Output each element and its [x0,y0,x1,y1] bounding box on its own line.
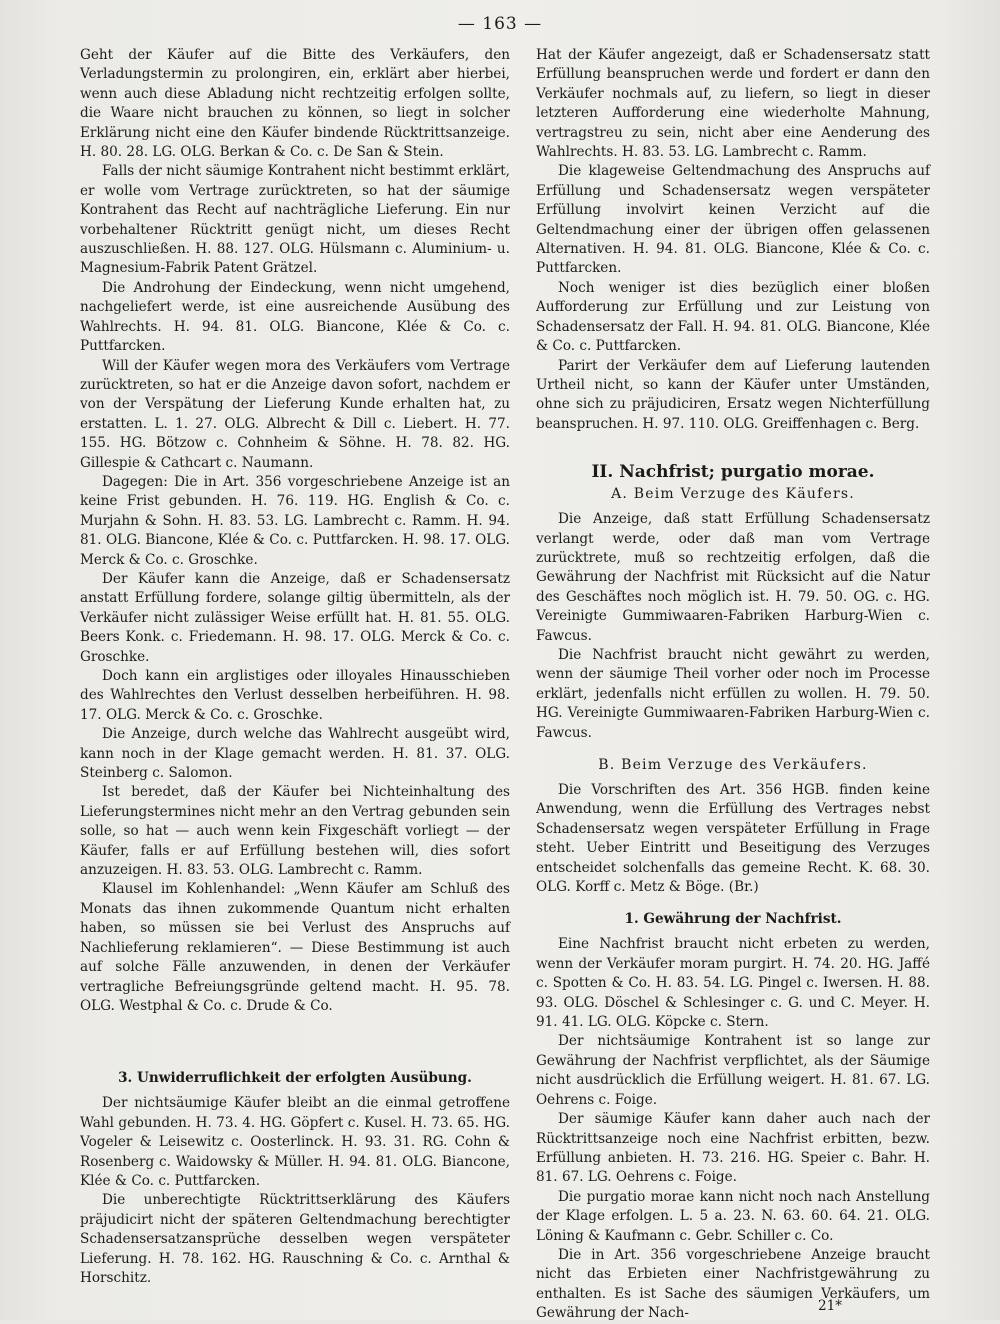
paragraph: Noch weniger ist dies bezüglich einer bloßen Aufforderung zur Erfüllung und zur Leistung von Schadensersatz der Fall. H. 94. 81. OLG. Biancone, Klée & Co. c. Puttfarcken. [536,279,930,355]
paragraph: Die Anzeige, daß statt Erfüllung Schadensersatz verlangt werde, oder daß man vom Vertrage zurücktrete, muß so rechtzeitig erfolgen, daß die Gewährung der Nachfrist mit Rücksicht auf die Natur des Geschäftes noch möglich ist. H. 79. 50. OG. c. HG. Vereinigte Gummiwaaren-Fabriken Harburg-Wien c. Fawcus. [536,511,930,644]
paragraph: Die in Art. 356 vorgeschriebene Anzeige braucht nicht das Erbieten einer Nachfristgewährung zu enthalten. Es ist Sache des säumigen Verkäufers, um Gewährung der Nach- [536,1246,930,1322]
paragraph: Eine Nachfrist braucht nicht erbeten zu werden, wenn der Verkäufer moram purgirt. H. 74. 20. HG. Jaffé c. Spotten & Co. H. 83. 54. LG. Pingel c. Iwersen. H. 88. 93. OLG. Döschel & Schlesinger c. G. und C. Meyer. H. 91. 41. LG. OLG. Köpcke c. Stern. [536,936,930,1031]
paragraph: Die klageweise Geltendmachung des Anspruchs auf Erfüllung und Schadensersatz wegen verspäteter Erfüllung involvirt keinen Verzicht auf die Geltendmachung einer der übrigen offen gelassenen Alternativen. H. 94. 81. OLG. Biancone, Klée & Co. c. Puttfarcken. [536,163,930,277]
paragraph: Parirt der Verkäufer dem auf Lieferung lautenden Urtheil nicht, so kann der Käufer unter Umständen, ohne sich zu präjudiciren, Ersatz wegen Nichterfüllung beanspruchen. H. 97. 110. OLG. Greiffenhagen c. Berg. [536,357,930,432]
section-heading-1: 1. Gewährung der Nachfrist. [624,911,842,928]
subsection-heading-b: B. Beim Verzuge des Verkäufers. [598,757,868,773]
paragraph: Der nichtsäumige Käufer bleibt an die einmal getroffene Wahl gebunden. H. 73. 4. HG. Göpfert c. Kusel. H. 73. 65. HG. Vogeler & Leisewitz c. Oosterlinck. H. 93. 31. RG. Cohn & Rosenberg c. Waidowsky & Müller. H. 94. 81. OLG. Biancone, Klée & Co. c. Puttfarcken. [80,1095,510,1189]
right-column [536,46,930,1324]
paragraph: Doch kann ein arglistiges oder illoyales Hinausschieben des Wahlrechtes den Verlust desselben herbeiführen. H. 98. 17. OLG. Merck & Co. c. Groschke. [80,668,510,723]
section-heading-3: 3. Unwiderruflichkeit der erfolgten Ausübung. [118,1070,472,1087]
paragraph: Die Androhung der Eindeckung, wenn nicht umgehend, nachgeliefert werde, ist eine ausreichende Ausübung des Wahlrechts. H. 94. 81. OLG. Biancone, Klée & Co. c. Puttfarcken. [80,279,510,355]
paragraph: Der nichtsäumige Kontrahent ist so lange zur Gewährung der Nachfrist verpflichtet, als der Säumige nicht ausdrücklich die Erfüllung weigert. H. 81. 67. LG. Oehrens c. Foige. [536,1033,930,1108]
paragraph: Der Käufer kann die Anzeige, daß er Schadensersatz anstatt Erfüllung fordere, solange giltig übermitteln, als der Verkäufer nicht zulässiger Weise erfüllt hat. H. 81. 55. OLG. Beers Konk. c. Friedemann. H. 98. 17. OLG. Merck & Co. c. Groschke. [80,570,510,665]
paragraph: Die Nachfrist braucht nicht gewährt zu werden, wenn der säumige Theil vorher oder noch im Processe erklärt, jedenfalls nicht erfüllen zu wollen. H. 79. 50. HG. Vereinigte Gummiwaaren-Fabriken Harburg-Wien c. Fawcus. [536,646,930,741]
page-number: — 163 — [457,14,543,34]
printer-signature: 21* [818,1298,843,1314]
paragraph: Falls der nicht säumige Kontrahent nicht bestimmt erklärt, er wolle vom Vertrage zurücktreten, so hat der säumige Kontrahent das Recht auf nachträgliche Lieferung. Ein nur vorbehaltener Rücktritt genügt nicht, um dieses Recht auszuschließen. H. 88. 127. OLG. Hülsmann c. Aluminium- u. Magnesium-Fabrik Patent Grätzel. [80,163,510,277]
paragraph: Der säumige Käufer kann daher auch nach der Rücktrittsanzeige noch eine Nachfrist erbitten, bezw. Erfüllung anbieten. H. 73. 216. HG. Speier c. Bahr. H. 81. 67. LG. Oehrens c. Foige. [536,1111,930,1186]
left-column [80,46,510,1288]
paragraph: Geht der Käufer auf die Bitte des Verkäufers, den Verladungstermin zu prolongiren, ein, erklärt aber hierbei, wenn auch diese Abladung nicht rechtzeitig erfolgen sollte, die Waare nicht brauchen zu können, so liegt in solcher Erklärung nicht eine den Käufer bindende Rücktrittsanzeige. H. 80. 28. LG. OLG. Berkan & Co. c. De San & Stein. [80,47,510,161]
subsection-heading-a: A. Beim Verzuge des Käufers. [611,486,855,503]
paragraph: Die Anzeige, durch welche das Wahlrecht ausgeübt wird, kann noch in der Klage gemacht werden. H. 81. 37. OLG. Steinberg c. Salomon. [80,726,510,782]
paragraph: Ist beredet, daß der Käufer bei Nichteinhaltung des Lieferungstermines nicht mehr an den Vertrag gebunden sein solle, so hat — auch wenn kein Fixgeschäft vorliegt — der Käufer, falls er auf Erfüllung bestehen will, dies sofort anzuzeigen. H. 83. 53. OLG. Lambrecht c. Ramm. [80,784,510,879]
paragraph: Die unberechtigte Rücktrittserklärung des Käufers präjudicirt nicht der späteren Geltendmachung berechtigter Schadensersatzansprüche desselben wegen verspäteter Lieferung. H. 78. 162. HG. Rauschning & Co. c. Arnthal & Horschitz. [80,1192,510,1286]
paragraph: Hat der Käufer angezeigt, daß er Schadensersatz statt Erfüllung beanspruchen werde und fordert er dann den Verkäufer nochmals auf, zu liefern, so liegt in dieser letzteren Aufforderung eine wiederholte Mahnung, vertragstreu zu sein, nicht aber eine Aenderung des Wahlrechts. H. 83. 53. LG. Lambrecht c. Ramm. [536,47,930,161]
paragraph: Will der Käufer wegen mora des Verkäufers vom Vertrage zurücktreten, so hat er die Anzeige davon sofort, nachdem er von der Verspätung der Lieferung Kunde erhalten hat, zu erstatten. L. 1. 27. OLG. Albrecht & Dill c. Liebert. H. 77. 155. HG. Bötzow c. Cohnheim & Söhne. H. 78. 82. HG. Gillespie & Cathcart c. Naumann. [80,357,510,471]
chapter-heading: II. Nachfrist; purgatio morae. [591,462,875,483]
paragraph: Klausel im Kohlenhandel: „Wenn Käufer am Schluß des Monats das ihnen zukommende Quantum nicht erhalten haben, so müssen sie bei Verlust des Anspruchs auf Nachlieferung reklamieren“. — Diese Bestimmung ist auch auf solche Fälle anzuwenden, in denen der Verkäufer vertragliche Befreiungsgründe geltend macht. H. 95. 78. OLG. Westphal & Co. c. Drude & Co. [80,881,510,1014]
paragraph: Dagegen: Die in Art. 356 vorgeschriebene Anzeige ist an keine Frist gebunden. H. 76. 119. HG. English & Co. c. Murjahn & Sohn. H. 83. 53. LG. Lambrecht c. Ramm. H. 94. 81. OLG. Biancone, Klée & Co. c. Puttfarcken. H. 98. 17. OLG. Merck & Co. c. Groschke. [80,473,510,568]
paragraph: Die purgatio morae kann nicht noch nach Anstellung der Klage erfolgen. L. 5 a. 23. N. 63. 60. 64. 21. OLG. Löning & Kaufmann c. Gebr. Schiller c. Co. [536,1188,930,1244]
paragraph: Die Vorschriften des Art. 356 HGB. finden keine Anwendung, wenn die Erfüllung des Vertrages nebst Schadensersatz wegen verspäteter Erfüllung in Frage steht. Ueber Eintritt und Beseitigung des Verzuges entscheidet solchenfalls das gemeine Recht. K. 68. 30. OLG. Korff c. Metz & Böge. (Br.) [536,782,930,896]
